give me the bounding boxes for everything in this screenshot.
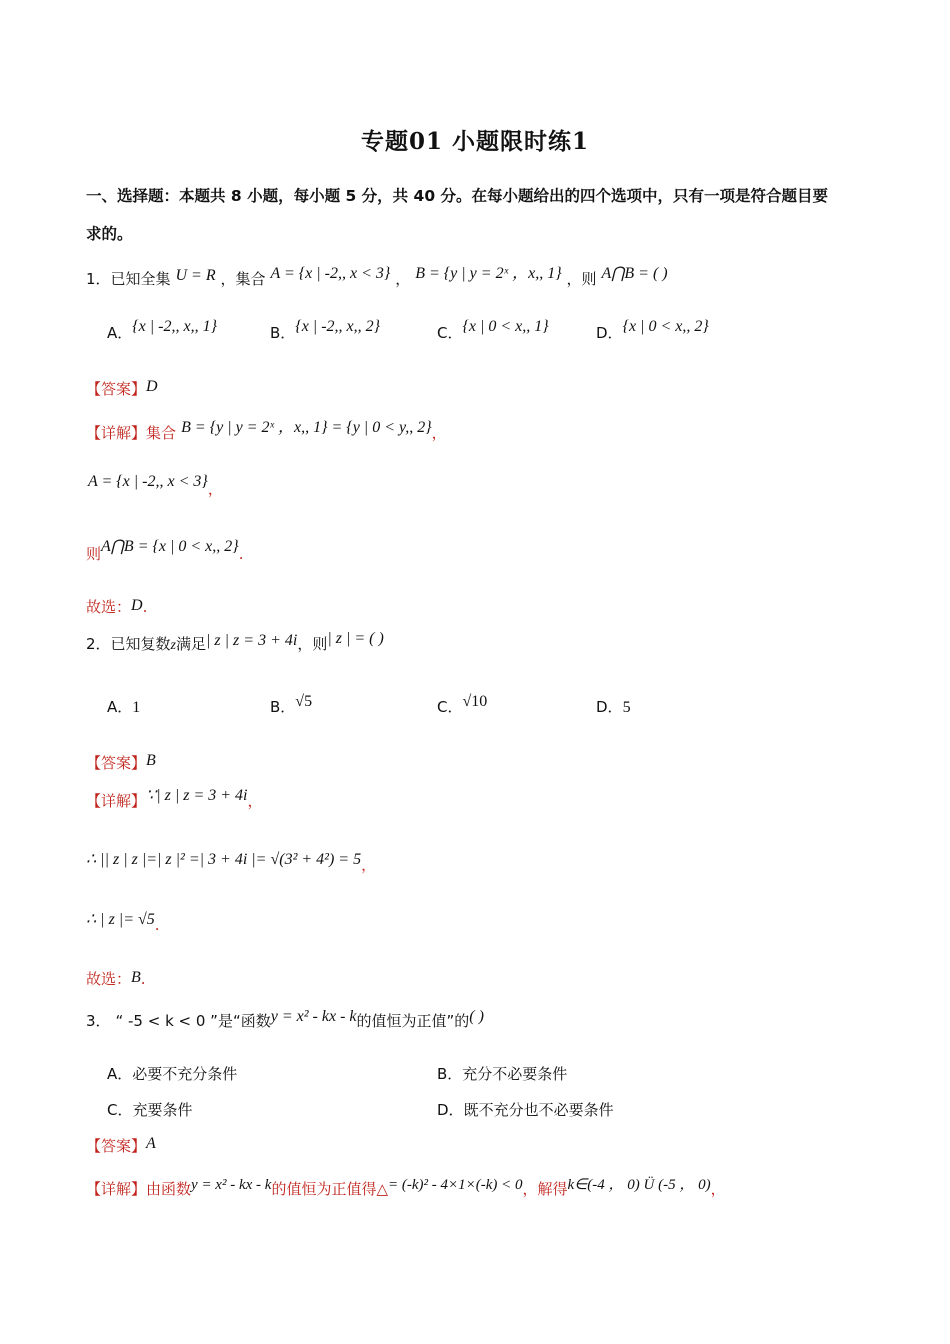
q1-answer: 【答案】D <box>86 378 158 398</box>
q2-option-d: D．5 <box>596 698 631 716</box>
q2-stem: 2．已知复数z满足| z | z = 3 + 4i，则| z | = ( ) <box>86 630 384 653</box>
page-title: 专题01 小题限时练1 <box>360 128 590 155</box>
q2-option-b: B．√5 <box>270 693 313 716</box>
q1-option-d: D．{x | 0 < x,, 2} <box>596 318 709 342</box>
section-heading-line2: 求的。 <box>86 225 133 243</box>
q1-comma: ， <box>395 270 411 288</box>
q1-set-a: A = {x | -2,, x < 3} <box>270 265 391 282</box>
q2-detail: 【详解】∵| z | z = 3 + 4i， <box>86 787 263 810</box>
q1-number: 1．已知全集 <box>86 270 171 288</box>
q2-option-c: C．√10 <box>437 693 488 716</box>
q1-universal-set: U = R <box>175 267 216 284</box>
section-heading-line1: 一、选择题：本题共 8 小题，每小题 5 分，共 40 分。在每小题给出的四个选项中，只有一项是符合题目要 <box>86 187 829 205</box>
q3-stem: 3． “ -5 < k < 0 ”是“函数y = x² - kx - k的值恒为正值”的( ) <box>86 1008 484 1030</box>
q1-then: 则A⋂B = {x | 0 < x,, 2}. <box>86 538 244 563</box>
q1-set-b: B = {y | y = 2ˣ ，x,, 1} <box>415 265 562 282</box>
q2-option-a: A．1 <box>107 698 141 716</box>
q2-line3: ∴ | z |= √5. <box>86 911 160 934</box>
q1-option-a: A．{x | -2,, x,, 1} <box>107 318 217 342</box>
q1-choose: 故选：D. <box>86 597 148 616</box>
q3-option-a: A．必要不充分条件 <box>107 1065 238 1083</box>
q1-text1: ，集合 <box>220 270 266 288</box>
q2-answer: 【答案】B <box>86 752 156 772</box>
q3-answer: 【答案】A <box>86 1135 156 1155</box>
q1-text2: ，则 <box>566 270 597 288</box>
q1-line-a: A = {x | -2,, x < 3}， <box>88 473 223 498</box>
q3-option-c: C．充要条件 <box>107 1101 193 1119</box>
q1-detail: 【详解】集合 B = {y | y = 2ˣ ，x,, 1} = {y | 0 < y,, 2}， <box>86 419 447 442</box>
q3-detail: 【详解】由函数y = x² - kx - k的值恒为正值得△= (-k)² - 4×1×(-k) < 0，解得k∈(-4 ， 0) Ü (-5 ， 0)， <box>86 1177 726 1198</box>
q2-choose: 故选：B. <box>86 969 146 988</box>
q3-option-d: D．既不充分也不必要条件 <box>437 1101 614 1119</box>
q1-option-c: C．{x | 0 < x,, 1} <box>437 318 549 342</box>
q3-option-b: B．充分不必要条件 <box>437 1065 568 1083</box>
q1-option-b: B．{x | -2,, x,, 2} <box>270 318 381 342</box>
q1-expression: A⋂B = ( ) <box>601 265 668 282</box>
q2-line2: ∴ || z | z |=| z |² =| 3 + 4i |= √(3² + 4²) = 5， <box>86 851 377 874</box>
q1-stem <box>86 266 668 289</box>
